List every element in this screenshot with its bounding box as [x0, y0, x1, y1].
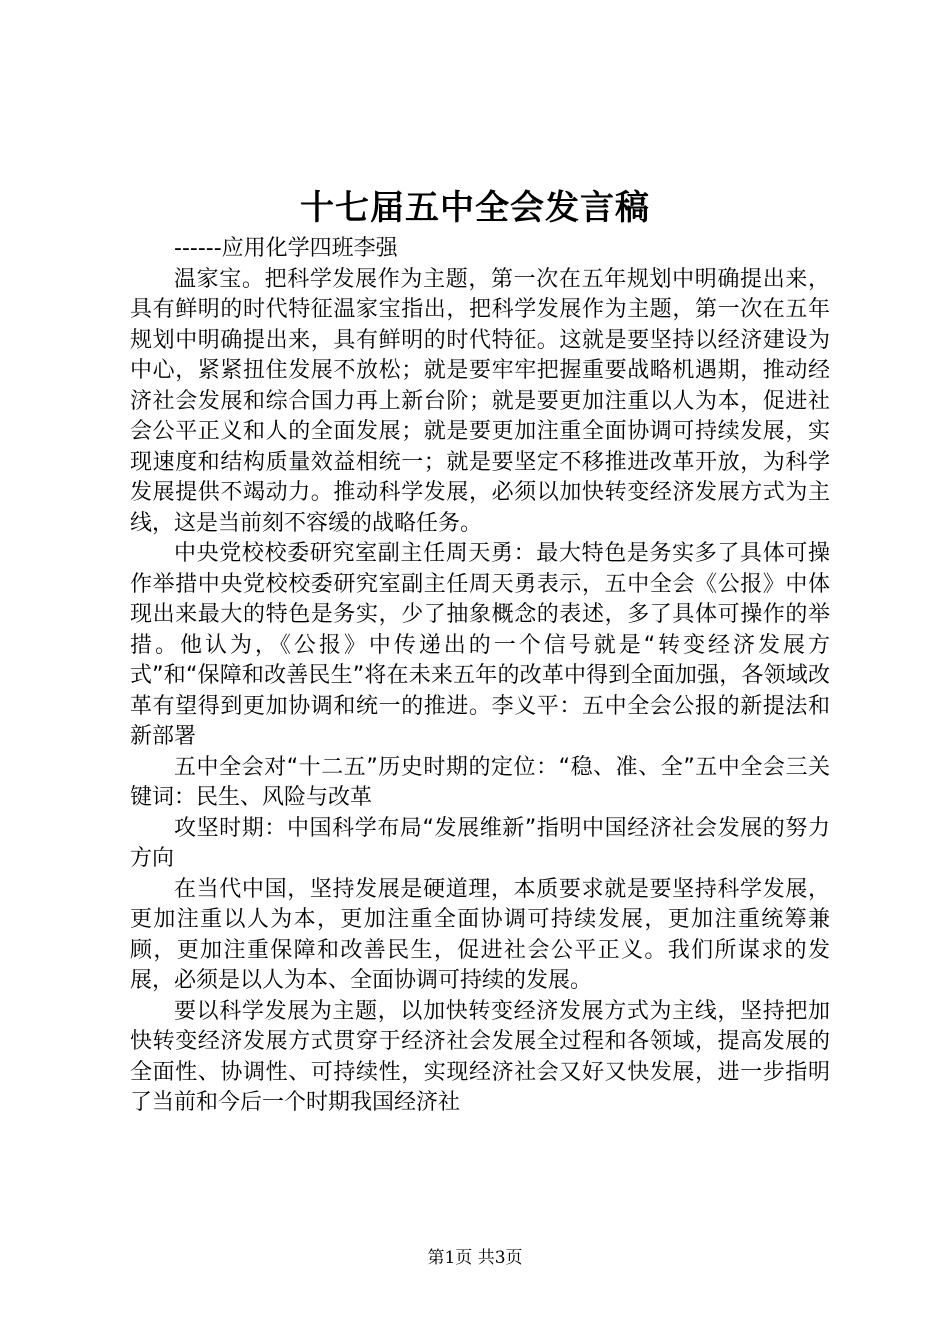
document-title: 十七届五中全会发言稿	[300, 188, 650, 228]
document-body	[130, 234, 830, 1119]
paragraph: 中央党校校委研究室副主任周天勇：最大特色是务实多了具体可操作举措中央党校校委研究室副主任周天勇表示，五中全会《公报》中体现出来最大的特色是务实，少了抽象概念的表述，多了具体可操作的举措。他认为，《公报》中传递出的一个信号就是“转变经济发展方式”和“保障和改善民生”将在未来五年的改革中得到全面加强，各领域改革有望得到更加协调和统一的推进。李义平：五中全会公报的新提法和新部署	[130, 541, 830, 749]
paragraph: 五中全会对“十二五”历史时期的定位：“稳、准、全”五中全会三关键词：民生、风险与改革	[130, 754, 830, 810]
paragraph: 在当代中国，坚持发展是硬道理，本质要求就是要坚持科学发展，更加注重以人为本，更加注重全面协调可持续发展，更加注重统筹兼顾，更加注重保障和改善民生，促进社会公平正义。我们所谋求的发展，必须是以人为本、全面协调可持续的发展。	[130, 876, 830, 993]
author-line: ------应用化学四班李强	[174, 236, 398, 261]
paragraph: 温家宝。把科学发展作为主题，第一次在五年规划中明确提出来，具有鲜明的时代特征温家宝指出，把科学发展作为主题，第一次在五年规划中明确提出来，具有鲜明的时代特征。这就是要坚持以经济建设为中心，紧紧扭住发展不放松；就是要牢牢把握重要战略机遇期，推动经济社会发展和综合国力再上新台阶；就是要更加注重以人为本，促进社会公平正义和人的全面发展；就是要更加注重全面协调可持续发展，实现速度和结构质量效益相统一；就是要坚定不移推进改革开放，为科学发展提供不竭动力。推动科学发展，必须以加快转变经济发展方式为主线，这是当前刻不容缓的战略任务。	[130, 266, 830, 536]
paragraph: 要以科学发展为主题，以加快转变经济发展方式为主线，坚持把加快转变经济发展方式贯穿于经济社会发展全过程和各领域，提高发展的全面性、协调性、可持续性，实现经济社会又好又快发展，进一步指明了当前和今后一个时期我国经济社	[130, 998, 830, 1115]
paragraph: 攻坚时期：中国科学布局“发展维新”指明中国经济社会发展的努力方向	[130, 815, 830, 871]
page-footer: 第1页 共3页	[427, 1248, 523, 1268]
